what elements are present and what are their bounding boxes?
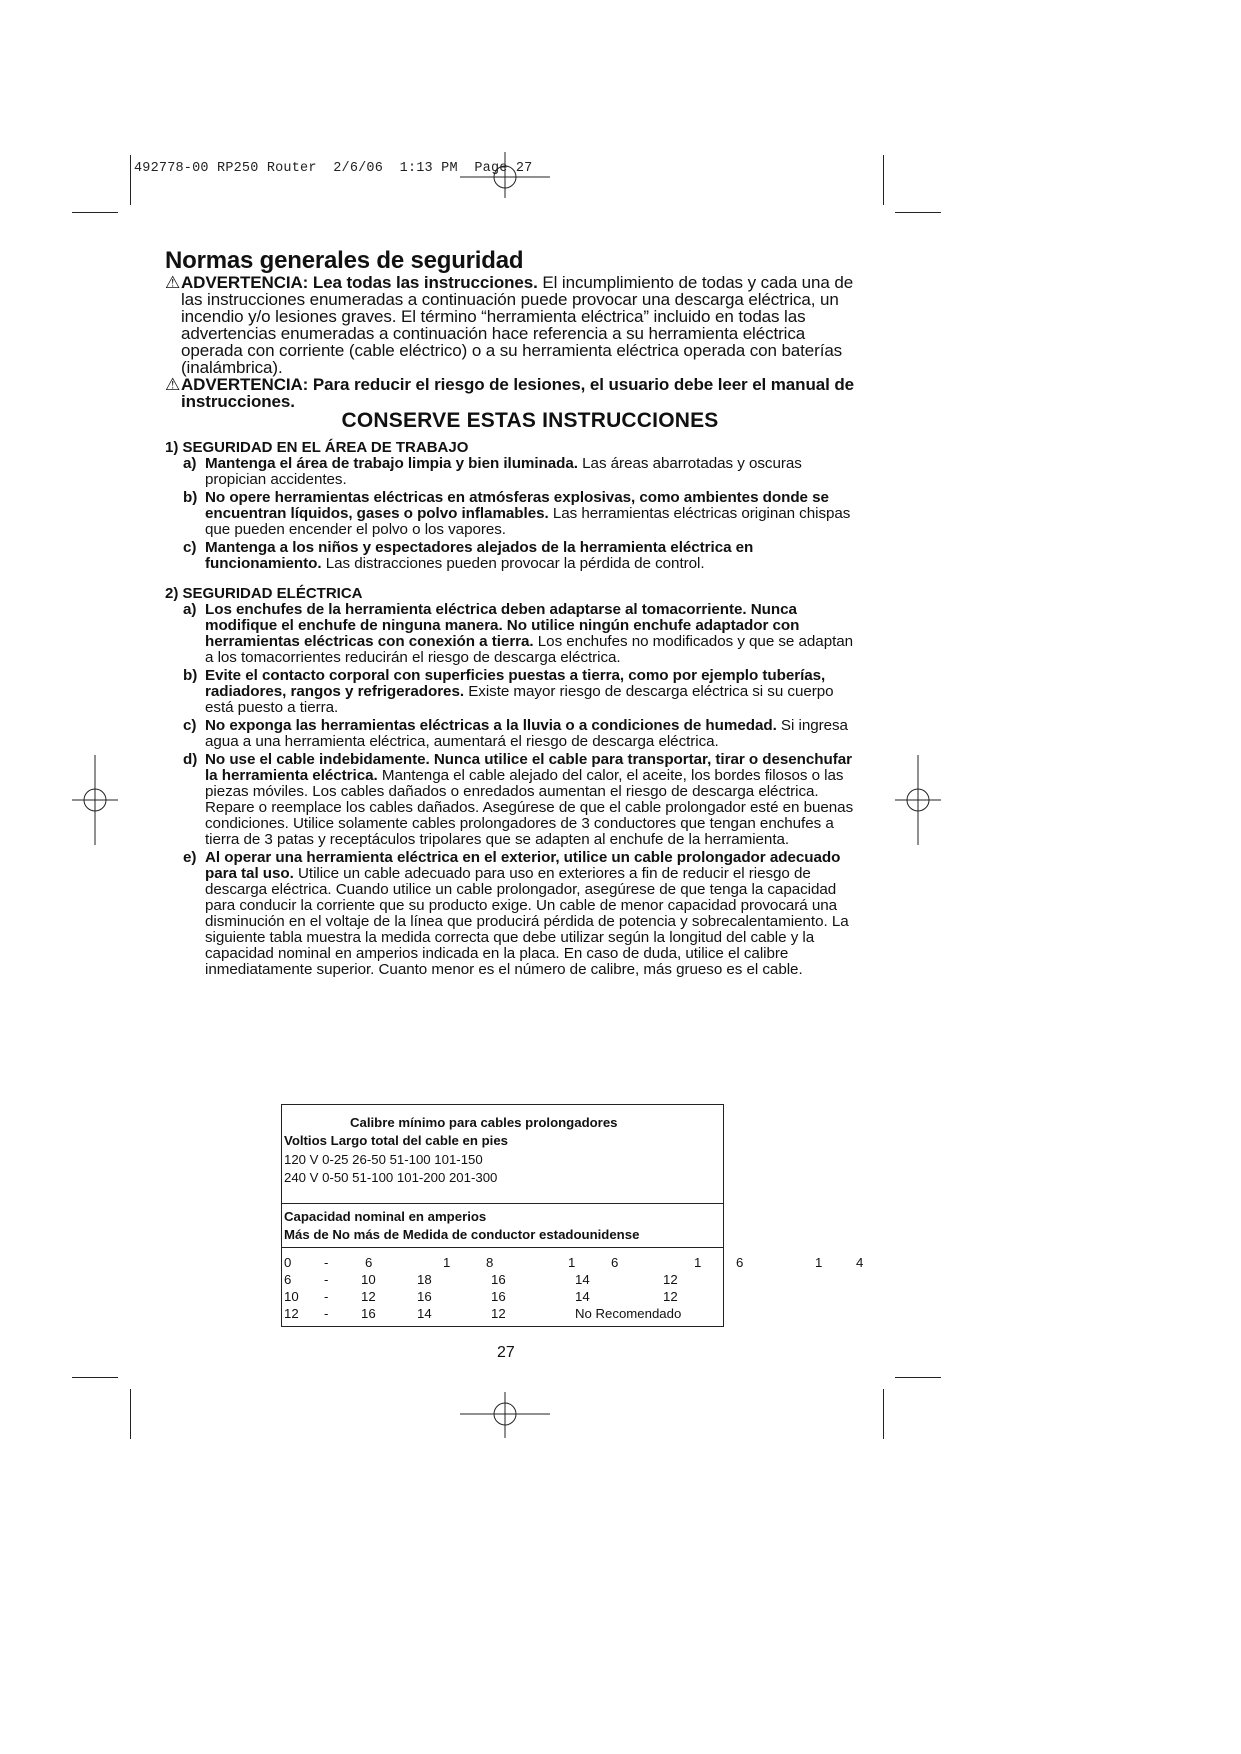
- section-electrical: [165, 586, 855, 978]
- list-item: [165, 752, 855, 848]
- item-bold: Mantenga el área de trabajo limpia y bien iluminada.: [205, 455, 578, 472]
- table-divider: [282, 1247, 723, 1248]
- item-text: Mantenga el cable alejado del calor, el aceite, los bordes filosos o las piezas móviles. Los cables dañados o enredados aumentan el riesgo de descarga eléctrica. Repare o reemplace los cables dañados. Asegúrese de que el cable prolongador esté en buenas condiciones. Utilice solamente cables prolongadores de 3 conductores que tengan enchufes a tierra de 3 patas y receptáculos tripolares que se adapten al enchufe de la herramienta.: [205, 767, 854, 848]
- item-text: Utilice un cable adecuado para uso en exteriores a fin de reducir el riesgo de descarga eléctrica. Cuando utilice un cable prolongador, asegúrese de que tenga la capacidad para conducir la corriente que su producto exige. Un cable de menor capacidad provocará una disminución en el voltaje de la línea que producirá pérdida de potencia y sobrecalentamiento. La siguiente tabla muestra la medida correcta que debe utilizar según la longitud del cable y la capacidad nominal en amperios indicada en la placa. En caso de duda, utilice el calibre inmediatamente superior. Cuanto menor es el número de calibre, más grueso es el cable.: [205, 865, 849, 978]
- table-cell: No Recomendado: [575, 1306, 682, 1321]
- item-bold: Al operar una herramienta eléctrica en el exterior, utilice un cable prolongador adecuado para tal uso.: [205, 849, 841, 882]
- table-title: Calibre mínimo para cables prolongadores: [350, 1115, 618, 1130]
- table-divider: [282, 1203, 723, 1204]
- page-number: 27: [497, 1344, 515, 1361]
- table-cell: 14: [417, 1306, 432, 1321]
- table-cell: 4: [856, 1255, 864, 1270]
- warning-1: [165, 274, 855, 376]
- table-cell: 6: [736, 1255, 744, 1270]
- crop-mark-bottom-left-h: [72, 1377, 118, 1378]
- table-cell: -: [324, 1272, 329, 1287]
- section-work-area: [165, 440, 855, 572]
- table-cell: 12: [491, 1306, 506, 1321]
- table-cell: -: [324, 1289, 329, 1304]
- item-label: b): [183, 489, 198, 506]
- list-item: [165, 602, 855, 666]
- crop-mark-bottom-left: [130, 1389, 131, 1439]
- list-item: [165, 490, 855, 538]
- conserve-heading: CONSERVE ESTAS INSTRUCCIONES: [341, 409, 719, 432]
- list-item: [165, 540, 855, 572]
- document-body: [165, 248, 855, 978]
- list-item: [165, 718, 855, 750]
- table-volt-row-240: 240 V 0-50 51-100 101-200 201-300: [284, 1170, 498, 1185]
- warning-2: [165, 376, 855, 410]
- crop-mark-top-right-h: [895, 212, 941, 213]
- table-cell: 14: [575, 1289, 590, 1304]
- table-cell: 6: [284, 1272, 292, 1287]
- crop-mark-bottom-right-h: [895, 1377, 941, 1378]
- registration-mark-right-icon: [895, 755, 941, 845]
- item-label: c): [183, 539, 197, 556]
- item-text: Las distracciones pueden provocar la pérdida de control.: [321, 555, 705, 572]
- item-label: a): [183, 601, 197, 618]
- table-cell: 12: [663, 1272, 678, 1287]
- table-cell: -: [324, 1255, 329, 1270]
- warning-1-text: El incumplimiento de todas y cada una de las instrucciones enumeradas a continuación puede provocar una descarga eléctrica, un incendio y/o lesiones graves. El término “herramienta eléctrica” incluido en todas las advertencias enumeradas a continuación hace referencia a su herramienta eléctrica operada con corriente (cable eléctrico) o a su herramienta eléctrica operada con baterías (inalámbrica).: [181, 273, 854, 377]
- table-cell: 16: [361, 1306, 376, 1321]
- item-label: e): [183, 849, 197, 866]
- table-cell: 6: [611, 1255, 619, 1270]
- table-cell: 12: [284, 1306, 299, 1321]
- item-text: Las herramientas eléctricas originan chispas que pueden encender el polvo o los vapores.: [205, 505, 851, 538]
- table-cell: 12: [361, 1289, 376, 1304]
- item-bold: Los enchufes de la herramienta eléctrica deben adaptarse al tomacorriente. Nunca modifique el enchufe de ninguna manera. No utilice ningún enchufe adaptador con herramientas eléctricas con conexión a tierra.: [205, 601, 800, 650]
- registration-mark-left-icon: [72, 755, 118, 845]
- table-header: Voltios Largo total del cable en pies: [284, 1133, 508, 1148]
- table-cell: 0: [284, 1255, 292, 1270]
- registration-mark-bottom-icon: [460, 1390, 550, 1440]
- crop-mark-top-left-h: [72, 212, 118, 213]
- table-cell: 16: [491, 1272, 506, 1287]
- item-label: c): [183, 717, 197, 734]
- item-bold: No opere herramientas eléctricas en atmósferas explosivas, como ambientes donde se encuentran líquidos, gases o polvo inflamables.: [205, 489, 829, 522]
- table-cell: 1: [568, 1255, 576, 1270]
- section-heading: 2) SEGURIDAD ELÉCTRICA: [165, 585, 363, 602]
- table-cell: 8: [486, 1255, 494, 1270]
- item-bold: No use el cable indebidamente. Nunca utilice el cable para transportar, tirar o desenchufar la herramienta eléctrica.: [205, 751, 853, 784]
- table-cell: 1: [694, 1255, 702, 1270]
- table-cell: 1: [443, 1255, 451, 1270]
- list-item: [165, 850, 855, 978]
- warning-triangle-icon: ⚠: [165, 273, 181, 292]
- table-cell: 10: [284, 1289, 299, 1304]
- crop-mark-top-right: [883, 155, 884, 205]
- item-text: Si ingresa agua a una herramienta eléctrica, aumentará el riesgo de descarga eléctrica.: [205, 717, 848, 750]
- item-label: b): [183, 667, 198, 684]
- table-amp-subheading: Más de No más de Medida de conductor estadounidense: [284, 1227, 640, 1242]
- list-item: [165, 456, 855, 488]
- table-cell: 16: [491, 1289, 506, 1304]
- item-bold: Mantenga a los niños y espectadores alejados de la herramienta eléctrica en funcionamiento.: [205, 539, 754, 572]
- item-text: Los enchufes no modificados y que se adaptan a los tomacorrientes reducirán el riesgo de descarga eléctrica.: [205, 633, 854, 666]
- warning-triangle-icon: ⚠: [165, 375, 181, 394]
- table-cell: 18: [417, 1272, 432, 1287]
- item-text: Las áreas abarrotadas y oscuras propician accidentes.: [205, 455, 802, 488]
- item-text: Existe mayor riesgo de descarga eléctrica si su cuerpo está puesto a tierra.: [205, 683, 834, 716]
- print-slug: 492778-00 RP250 Router 2/6/06 1:13 PM Page 27: [134, 161, 533, 176]
- item-bold: Evite el contacto corporal con superficies puestas a tierra, como por ejemplo tuberías, radiadores, rangos y refrigeradores.: [205, 667, 826, 700]
- table-cell: 6: [365, 1255, 373, 1270]
- table-cell: 16: [417, 1289, 432, 1304]
- table-cell: 10: [361, 1272, 376, 1287]
- cord-gauge-table: [281, 1104, 864, 1327]
- table-amp-heading: Capacidad nominal en amperios: [284, 1209, 487, 1224]
- page-title: Normas generales de seguridad: [165, 247, 524, 274]
- section-heading: 1) SEGURIDAD EN EL ÁREA DE TRABAJO: [165, 439, 469, 456]
- item-label: d): [183, 751, 198, 768]
- table-cell: 12: [663, 1289, 678, 1304]
- table-cell: 1: [815, 1255, 823, 1270]
- warning-1-bold: ADVERTENCIA: Lea todas las instrucciones.: [181, 273, 538, 292]
- list-item: [165, 668, 855, 716]
- item-label: a): [183, 455, 197, 472]
- item-bold: No exponga las herramientas eléctricas a la lluvia o a condiciones de humedad.: [205, 717, 777, 734]
- crop-mark-bottom-right: [883, 1389, 884, 1439]
- warning-2-bold: ADVERTENCIA: Para reducir el riesgo de lesiones, el usuario debe leer el manual de instrucciones.: [181, 375, 854, 411]
- table-cell: 14: [575, 1272, 590, 1287]
- table-volt-row-120: 120 V 0-25 26-50 51-100 101-150: [284, 1152, 483, 1167]
- crop-mark-top-left: [130, 155, 131, 205]
- table-cell: -: [324, 1306, 329, 1321]
